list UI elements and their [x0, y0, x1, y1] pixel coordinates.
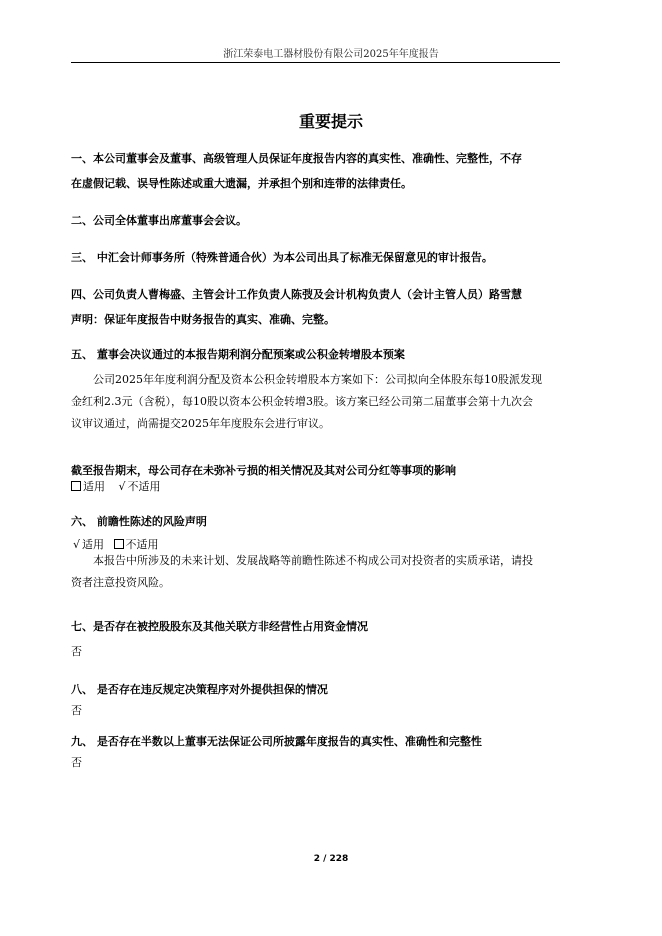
page-number: 2 / 228: [313, 854, 349, 864]
section-1-line-1: 一、本公司董事会及董事、高级管理人员保证年度报告内容的真实性、准确性、完整性，不存: [71, 152, 522, 165]
section-7-heading: 七、是否存在被控股股东及其他关联方非经营性占用资金情况: [71, 620, 368, 633]
section-3: 三、 中汇会计师事务所（特殊普通合伙）为本公司出具了标准无保留意见的审计报告。: [71, 251, 493, 264]
section-9-heading: 九、 是否存在半数以上董事无法保证公司所披露年度报告的真实性、准确性和完整性: [71, 735, 482, 748]
check-mark-icon: √: [118, 480, 126, 493]
section-2: 二、公司全体董事出席董事会会议。: [71, 214, 247, 227]
section-6-body-line-2: 资者注意投资风险。: [71, 576, 170, 589]
deficit-options: [71, 476, 566, 498]
section-5-body-line-1: 公司2025年年度利润分配及资本公积金转增股本方案如下：公司拟向全体股东每10股派发现: [93, 373, 542, 386]
header-rule: [71, 62, 560, 63]
deficit-applicable-label: 适用: [83, 480, 105, 493]
deficit-not-applicable-label: 不适用: [127, 480, 161, 493]
section-8-answer: 否: [71, 704, 82, 717]
section-5-body-line-2: 金红利2.3元（含税），每10股以资本公积金转增3股。该方案已经公司第二届董事会第十九次会: [71, 395, 533, 408]
section-4-line-2: 声明：保证年度报告中财务报告的真实、准确、完整。: [71, 313, 335, 326]
not-applicable-checkbox-empty-icon: [114, 539, 124, 549]
applicable-checkbox-empty-icon: [71, 481, 81, 491]
section-6-body-line-1: 本报告中所涉及的未来计划、发展战略等前瞻性陈述不构成公司对投资者的实质承诺，请投: [93, 554, 533, 567]
page-title: 重要提示: [298, 112, 363, 131]
section-7-answer: 否: [71, 645, 82, 658]
section-5-heading: 五、 董事会决议通过的本报告期利润分配预案或公积金转增股本预案: [71, 348, 405, 361]
section-8-heading: 八、 是否存在违反规定决策程序对外提供担保的情况: [71, 683, 328, 696]
section-9-answer: 否: [71, 756, 82, 769]
deficit-heading: 截至报告期末，母公司存在未弥补亏损的相关情况及其对公司分红等事项的影响: [71, 464, 456, 477]
section-4-line-1: 四、公司负责人曹梅盛、主管会计工作负责人陈弢及会计机构负责人（会计主管人员）路雪慧: [71, 288, 522, 301]
section-6-heading: 六、 前瞻性陈述的风险声明: [71, 515, 207, 528]
section-5-body-line-3: 议审议通过，尚需提交2025年年度股东会进行审议。: [71, 417, 330, 430]
check-mark-icon: √: [73, 538, 81, 551]
s6-not-applicable-label: 不适用: [125, 538, 159, 551]
s6-applicable-label: 适用: [82, 538, 105, 551]
section-1-line-2: 在虚假记载、误导性陈述或重大遗漏，并承担个别和连带的法律责任。: [71, 177, 412, 190]
running-header: 浙江荣泰电工器材股份有限公司2025年年度报告: [223, 49, 439, 60]
